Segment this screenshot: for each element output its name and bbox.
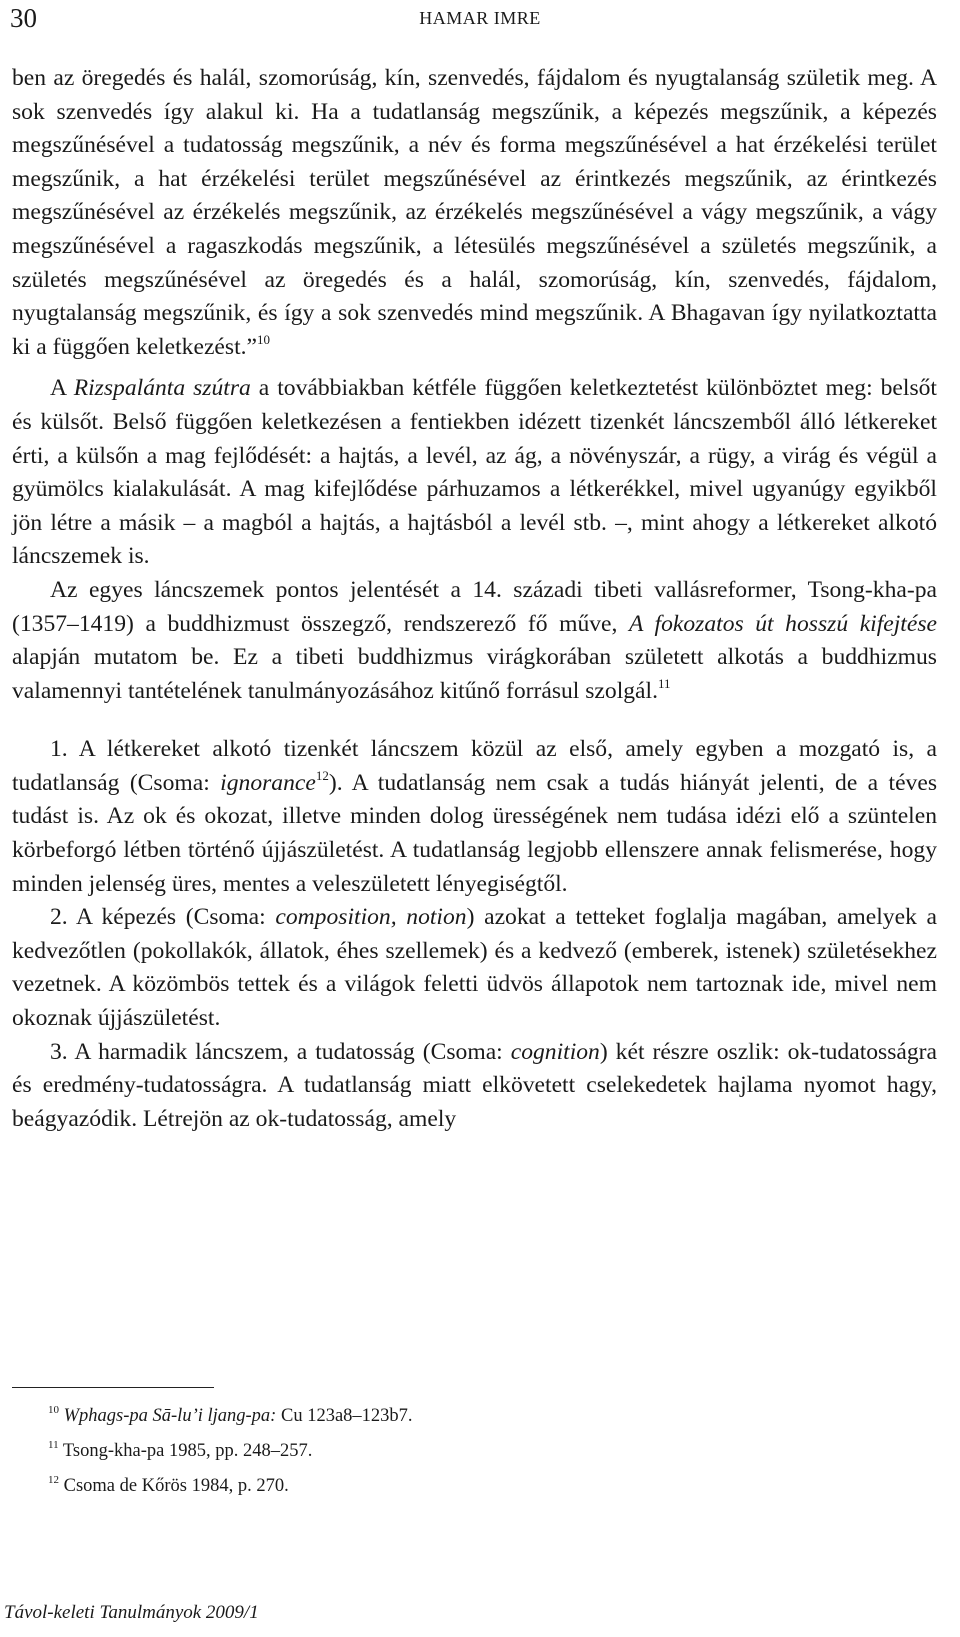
csoma-term: ignorance xyxy=(220,769,316,796)
footnote-separator xyxy=(12,1387,214,1388)
footnote xyxy=(48,1469,413,1504)
paragraph-5 xyxy=(12,901,937,1035)
paragraph-text: Az egyes láncszemek pontos jelentését a 14. századi tibeti vallásreformer, Tsong-kha-pa (1357–1419) a buddhizmust összegző, rendszerező fő műve, xyxy=(12,576,937,637)
paragraph-text: A xyxy=(50,375,74,402)
paragraph-text: a továbbiakban kétféle függően keletkeztetést különböztet meg: belsőt és külsőt. Belső függően keletkezésen a fentiekben idézett tizenkét láncszemből álló létkereket érti, a külsőn a mag fejlődését: a hajtás, a levél, az ág, a növényszár, a rügy, a virág és végül a gyümölcs kialakulását. A mag kifejlődése párhuzamos a létkerékkel, mivel ugyanúgy egyikből jön létre a másik – a magból a hajtás, a hajtásból a levél stb. –, mint ahogy a létkereket alkotó láncszemek is. xyxy=(12,375,937,570)
paragraph-2 xyxy=(12,372,937,574)
paragraph-3 xyxy=(12,574,937,708)
footnote xyxy=(48,1434,413,1469)
paragraph-text: 1. A létkereket alkotó tizenkét láncszem közül az első, amely egyben a mozgató is, a tudatlanság (Csoma: xyxy=(12,736,937,796)
footnote-ref-10: 10 xyxy=(257,331,271,347)
journal-footer: Távol-keleti Tanulmányok 2009/1 xyxy=(4,1602,259,1623)
page-number: 30 xyxy=(10,3,37,33)
footnote-ref-12: 12 xyxy=(315,767,329,783)
footnote-number: 12 xyxy=(48,1474,59,1486)
footnotes xyxy=(48,1399,413,1504)
footnote xyxy=(48,1399,413,1434)
work-title: A fokozatos út hosszú kifejtése xyxy=(628,610,937,637)
paragraph-1 xyxy=(12,62,937,364)
footnote-number: 11 xyxy=(48,1439,59,1451)
paragraph-text: ) két részre oszlik: ok-tudatosságra és eredmény-tudatosságra. A tudatlanság miatt elkövetett cselekedetek hajlama nyomot hagy, beágyazódik. Létrejön az ok-tudatosság, amely xyxy=(12,1038,938,1132)
paragraph-text: ) azokat a tetteket foglalja magában, amelyek a kedvezőtlen (pokollakók, állatok, éhes szellemek) és a kedvező (emberek, istenek) születésekhez vezetnek. A közömbös tettek és a világok feletti üdvös állapotok nem tartoznak ide, mivel nem okoznak újjászületést. xyxy=(12,904,938,1032)
paragraph-text: 3. A harmadik láncszem, a tudatosság (Csoma: xyxy=(50,1038,511,1065)
paragraph-text: 2. A képezés (Csoma: xyxy=(50,904,276,931)
paragraph-4 xyxy=(12,733,937,901)
paragraph-text: ). A tudatlanság nem csak a tudás hiányát jelenti, de a téves tudást is. Az ok és okozat, illetve minden dolog ürességének nem tudása idézi elő a szüntelen körbeforgó létben történő újjászületést. A tudatlanság legjobb ellenszere annak felismerése, hogy minden jelenség üres, mentes a veleszületett lényegiségtől. xyxy=(12,769,937,897)
sutra-title: Rizspalánta szútra xyxy=(73,375,251,402)
footnote-title: Wphags-pa Sā-lu’i ljang-pa: xyxy=(63,1406,277,1426)
footnote-ref-11: 11 xyxy=(657,675,671,691)
footnote-text: Cu 123a8–123b7. xyxy=(276,1406,413,1426)
footnote-text: Tsong-kha-pa 1985, pp. 248–257. xyxy=(62,1441,313,1461)
main-text xyxy=(12,62,937,1136)
running-title: HAMAR IMRE xyxy=(419,8,541,28)
footnote-text: Csoma de Kőrös 1984, p. 270. xyxy=(63,1476,289,1496)
csoma-term: cognition xyxy=(510,1038,600,1065)
footnote-number: 10 xyxy=(48,1404,59,1416)
paragraph-6 xyxy=(12,1036,937,1137)
paragraph-text: ben az öregedés és halál, szomorúság, kín, szenvedés, fájdalom és nyugtalanság születik meg. A sok szenvedés így alakul ki. Ha a tudatlanság megszűnik, a képezés megszűnik, a képezés megszűnésével a tudatosság megszűnik, a név és forma megszűnésével a hat érzékelési terület megszűnik, a hat érzékelési terület megszűnésével az érintkezés megszűnik, az érintkezés megszűnésével az érzékelés megszűnik, az érzékelés megszűnésével a vágy megszűnik, a vágy megszűnésével a ragaszkodás megszűnik, a létesülés megszűnésével a születés megszűnik, a születés megszűnésével az öregedés és a halál, szomorúság, kín, szenvedés, fájdalom, nyugtalanság megszűnik, és így a sok szenvedés mind megszűnik. A Bhagavan így nyilatkoztatta ki a függően keletkezést.” xyxy=(12,65,937,360)
csoma-term: composition, notion xyxy=(275,904,467,931)
paragraph-text: alapján mutatom be. Ez a tibeti buddhizmus virágkorában született alkotás a buddhizmus valamennyi tantételének tanulmányozásához kitűnő forrásul szolgál. xyxy=(12,644,937,704)
